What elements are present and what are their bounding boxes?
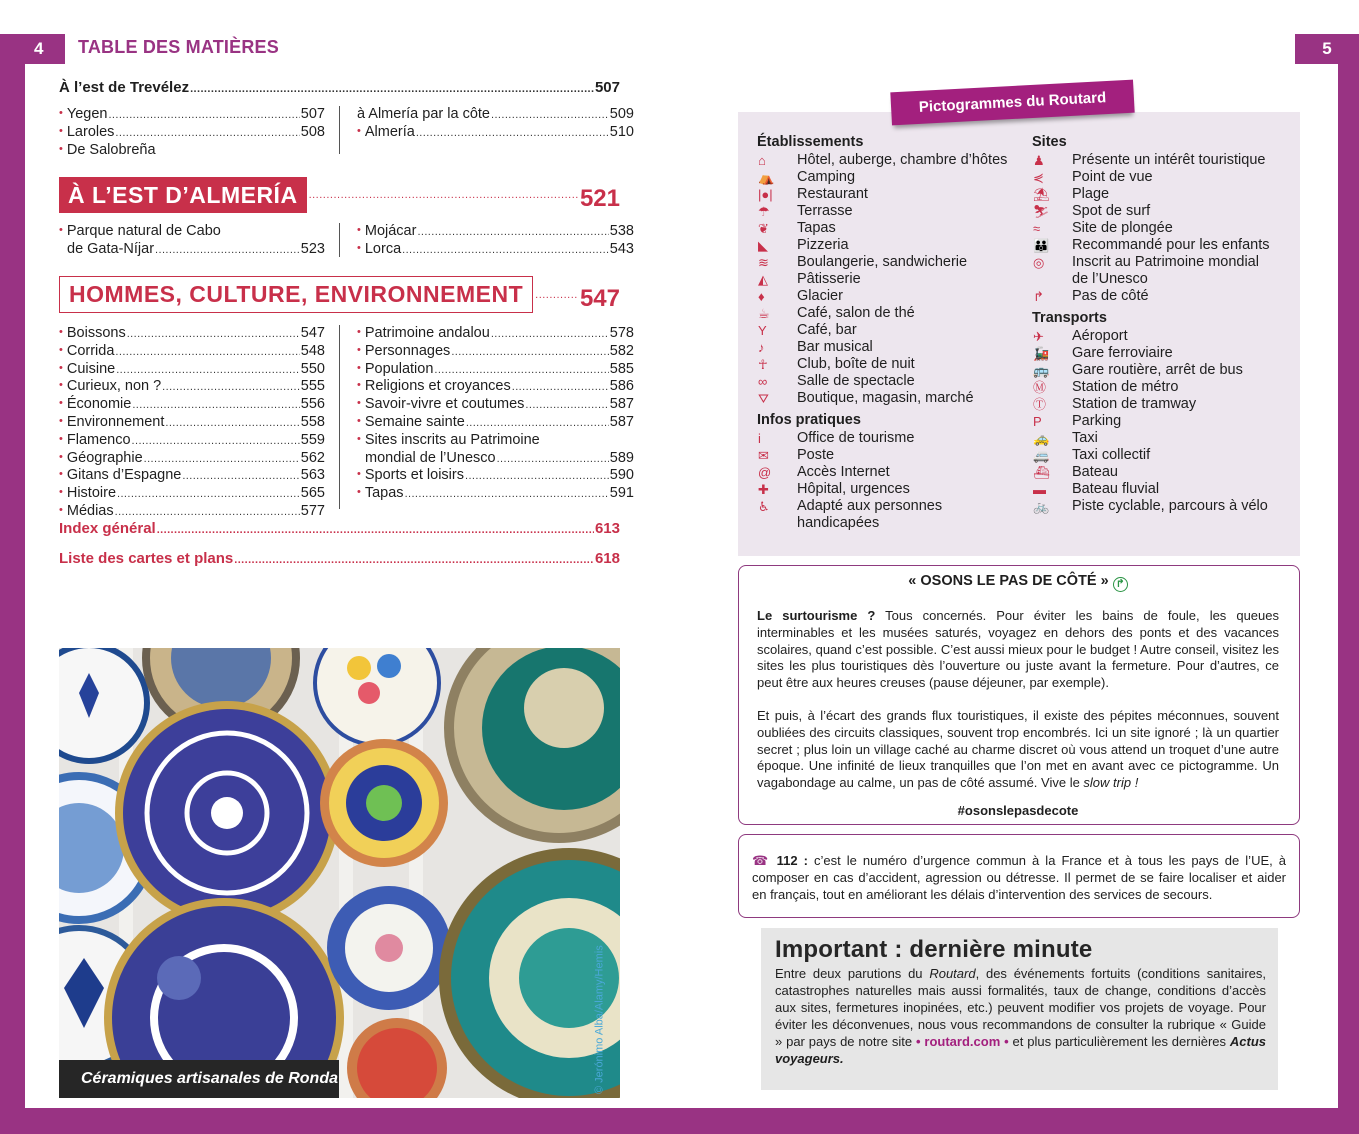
toc-item[interactable]: • De Salobreña — [59, 141, 156, 158]
leader-dots — [309, 185, 578, 207]
bullet-icon: • — [357, 486, 361, 499]
pictogram-item: 👪 Recommandé pour les enfants — [1033, 237, 1270, 253]
toc-item[interactable]: • Économie ..... 556 — [59, 396, 325, 414]
ceramics-photo — [59, 648, 620, 1098]
toc-subsection-hommes — [59, 325, 634, 521]
pictogram-item-continued: de l’Unesco — [1072, 271, 1148, 287]
airplane-icon: ✈ — [1033, 329, 1044, 344]
pictogram-item: ≋ Boulangerie, sandwicherie — [758, 254, 968, 270]
page-edge-left — [0, 34, 25, 1134]
toc-item[interactable]: • Cuisine ..... 550 — [59, 361, 325, 379]
pictogram-item: 🚲 Piste cyclable, parcours à vélo — [1033, 498, 1268, 514]
pictogram-item: ∞ Salle de spectacle — [758, 373, 915, 389]
pictogram-item: |●| Restaurant — [758, 186, 868, 202]
toc-item[interactable]: • Gitans d’Espagne ..... 563 — [59, 467, 325, 485]
leader-dots — [535, 285, 578, 307]
photo-credit: © Jerónimo Alba/Alamy/Hemis — [594, 945, 606, 1094]
pictogram-heading: Transports — [1032, 310, 1107, 326]
bullet-icon: • — [59, 107, 63, 119]
dancer-icon: ☥ — [758, 357, 768, 372]
toc-item[interactable]: • Sites inscrits au Patrimoine — [357, 431, 540, 448]
pictogram-column-right — [1032, 134, 1294, 515]
pictogram-item: Ⓜ Station de métro — [1033, 379, 1179, 395]
pictogram-item: @ Accès Internet — [758, 464, 890, 480]
bullet-icon: • — [59, 224, 63, 236]
toc-item[interactable]: • Flamenco ..... 559 — [59, 432, 325, 450]
toc-item[interactable]: • Histoire ..... 565 — [59, 485, 325, 503]
toc-subsection-almeria — [59, 223, 634, 259]
toc-subsection-trevelez — [59, 106, 634, 159]
photo-caption: Céramiques artisanales de Ronda — [59, 1060, 339, 1098]
toc-item-continued[interactable]: mondial de l’Unesco ..... 589 — [357, 450, 634, 468]
info-icon: i — [758, 431, 761, 446]
tram-icon: Ⓣ — [1033, 397, 1047, 412]
toc-item[interactable]: • Boissons ..... 547 — [59, 325, 325, 343]
river-boat-icon: ▬ — [1033, 482, 1046, 497]
pictogram-item: ⋞ Point de vue — [1033, 169, 1153, 185]
pictogram-item: Ⓣ Station de tramway — [1033, 396, 1197, 412]
bullet-icon: • — [357, 343, 361, 356]
toc-entry-trevelez[interactable] — [59, 80, 620, 98]
chapter-page: 521 — [579, 185, 620, 212]
pizzeria-icon: ◣ — [758, 238, 768, 253]
pictogram-item: 🚌 Gare routière, arrêt de bus — [1033, 362, 1243, 378]
diving-icon: ≈ — [1033, 221, 1041, 236]
pictogram-item: ♦ Glacier — [758, 288, 843, 304]
ice-cream-icon: ♦ — [758, 289, 765, 304]
bullet-icon: • — [357, 326, 361, 338]
pictogram-heading: Sites — [1032, 134, 1067, 150]
toc-page: 507 — [594, 79, 620, 96]
toc-item[interactable]: • Personnages ..... 582 — [357, 343, 634, 361]
parking-icon: P — [1033, 414, 1042, 429]
toc-item[interactable]: • Patrimoine andalou ..... 578 — [357, 325, 634, 343]
side-step-icon: ↱ — [1033, 289, 1044, 304]
page-number-right: 5 — [1295, 34, 1359, 64]
pictogram-item: 🚐 Taxi collectif — [1033, 447, 1151, 463]
toc-item-continued[interactable]: de Gata-Níjar ..... 523 — [59, 241, 325, 259]
important-title: Important : dernière minute — [775, 936, 1093, 963]
pictogram-item: ⛺ Camping — [758, 169, 856, 185]
pictogram-item: ♿ Adapté aux personnes — [758, 498, 943, 514]
osons-paragraph-2: Et puis, à l’écart des grands flux touristiques, il existe des pépites méconnues, souvent oubliées des circuits classiques, souvent trop encombrés. Ici un site ignoré ; là un quartier secret ; plus loin un village caché au charme discret où vous attend un troquet d’une autre époque. Une infinité de lieux tranquilles que l’on met en avant avec ce pictogramme. Un vagabondage au calme, un pas de côté assumé. Vive le slow trip ! — [757, 707, 1279, 791]
children-icon: 👪 — [1033, 238, 1050, 253]
bullet-icon: • — [59, 486, 63, 499]
pictogram-item: i Office de tourisme — [758, 430, 915, 446]
bullet-icon: • — [59, 414, 63, 427]
music-note-icon: ♪ — [758, 340, 765, 355]
chapter-almeria[interactable] — [59, 177, 620, 213]
bullet-icon: • — [357, 468, 361, 481]
envelope-icon: ✉ — [758, 448, 769, 463]
toc-item[interactable]: à Almería par la côte ..... 509 — [357, 106, 634, 124]
pictogram-item: ▬ Bateau fluvial — [1033, 481, 1160, 497]
routard-link[interactable]: • routard.com • — [916, 1034, 1009, 1049]
toc-item[interactable]: • Laroles ..... 508 — [59, 124, 325, 142]
important-notice-box — [761, 928, 1278, 1090]
bullet-icon: • — [357, 379, 361, 392]
beach-icon: ⛱ — [1033, 187, 1050, 202]
toc-item[interactable]: • Savoir-vivre et coutumes ..... 587 — [357, 396, 634, 414]
chapter-page: 547 — [579, 285, 620, 312]
shared-taxi-icon: 🚐 — [1033, 448, 1050, 463]
page-edge-bottom — [0, 1108, 1359, 1134]
leader-dots — [190, 80, 594, 98]
toc-item[interactable]: • Lorca ..... 543 — [357, 241, 634, 259]
pictogram-item: ⛴ Bateau — [1033, 464, 1118, 480]
toc-item[interactable]: • Corrida ..... 548 — [59, 343, 325, 361]
pictogram-item: ◣ Pizzeria — [758, 237, 849, 253]
tourist-interest-icon: ♟ — [1033, 153, 1045, 168]
chapter-hommes[interactable] — [59, 276, 620, 313]
leader-dots — [234, 551, 594, 569]
emergency-number-box: ☎ 112 : c’est le numéro d’urgence commun à la France et à tous les pays de l’UE, à composer en cas d’accident, agression ou détresse. Il permet de se faire localiser et aider en français, tout en améliorant les délais d’intervention des services de secours. — [738, 834, 1300, 918]
tea-room-icon: ☕ — [758, 306, 770, 321]
pictogram-item-continued: handicapées — [797, 515, 880, 531]
bullet-icon: • — [59, 124, 63, 137]
toc-item[interactable]: • Médias ..... 577 — [59, 503, 325, 521]
page-title: TABLE DES MATIÈRES — [78, 37, 279, 57]
wine-glass-icon: Y — [758, 323, 767, 338]
bus-icon: 🚌 — [1033, 363, 1050, 378]
osons-paragraph-1: Le surtourisme ? Tous concernés. Pour éviter les bains de foule, les queues interminables et les musées saturés, voyagez en dehors des ponts et des vacances scolaires, quand c’est possible. C’est aussi mieux pour le budget ! Autre conseil, visitez les sites les plus touristiques dès l’ouverture ou juste avant la fermeture. Pour d’autres, ce peut être aux heures creuses (pause déjeuner, par exemple). — [757, 608, 1279, 691]
hospital-cross-icon: ✚ — [758, 482, 769, 497]
pictogram-item: ◭ Pâtisserie — [758, 271, 861, 287]
bullet-icon: • — [59, 432, 63, 445]
bullet-icon: • — [357, 361, 361, 374]
bullet-icon: • — [59, 379, 63, 392]
toc-item[interactable]: • Géographie ..... 562 — [59, 450, 325, 468]
restaurant-icon: |●| — [758, 187, 773, 202]
pictogram-legend-tag: Pictogrammes du Routard — [890, 80, 1134, 126]
telephone-icon: ☎ — [752, 853, 771, 868]
bakery-icon: ≋ — [758, 255, 769, 270]
pictogram-item: ✈ Aéroport — [1033, 328, 1128, 344]
taxi-icon: 🚕 — [1033, 431, 1050, 446]
pictogram-item: ⛛ Boutique, magasin, marché — [758, 390, 974, 406]
bullet-icon: • — [357, 414, 361, 427]
side-step-icon: ↱ — [1113, 577, 1128, 592]
pictogram-item: Y Café, bar — [758, 322, 857, 338]
bullet-icon: • — [357, 432, 361, 445]
wheelchair-icon: ♿ — [758, 499, 770, 514]
bullet-icon: • — [59, 450, 63, 463]
pictogram-item: ⌂ Hôtel, auberge, chambre d’hôtes — [758, 152, 1008, 168]
leader-dots — [157, 521, 594, 539]
bicycle-icon: 🚲 — [1033, 499, 1050, 514]
surf-icon: ⛷ — [1033, 204, 1050, 219]
pictogram-item: ⛱ Plage — [1033, 186, 1110, 202]
pictogram-item: ♟ Présente un intérêt touristique — [1033, 152, 1266, 168]
toc-item[interactable]: • Tapas ..... 591 — [357, 485, 634, 503]
page-number-left: 4 — [0, 34, 65, 64]
toc-entry-index[interactable]: Index général ..... 613 — [59, 521, 620, 539]
bullet-icon: • — [59, 326, 63, 338]
train-icon: 🚂 — [1033, 346, 1050, 361]
pictogram-column-left — [757, 134, 1027, 532]
bullet-icon: • — [59, 361, 63, 374]
toc-item[interactable]: • Environnement ..... 558 — [59, 414, 325, 432]
toc-item[interactable]: • Parque natural de Cabo — [59, 223, 221, 239]
metro-icon: Ⓜ — [1033, 380, 1047, 395]
boat-icon: ⛴ — [1033, 465, 1050, 480]
bullet-icon: • — [59, 468, 63, 481]
emergency-number: 112 : — [776, 853, 808, 868]
toc-item[interactable]: • Yegen ..... 507 — [59, 106, 325, 124]
toc-item[interactable]: • Curieux, non ? ..... 555 — [59, 378, 325, 396]
at-sign-icon: @ — [758, 465, 772, 480]
pictogram-item: ♪ Bar musical — [758, 339, 873, 355]
osons-le-pas-de-cote-box — [738, 565, 1300, 825]
toc-entry-maps[interactable]: Liste des cartes et plans ..... 618 — [59, 551, 620, 569]
camping-icon: ⛺ — [758, 170, 775, 185]
pictogram-heading: Établissements — [757, 134, 864, 150]
pictogram-item: ❦ Tapas — [758, 220, 836, 236]
bullet-icon: • — [59, 343, 63, 356]
terrace-icon: ☂ — [758, 204, 770, 219]
bullet-icon: • — [59, 503, 63, 516]
toc-item[interactable]: • Population ..... 585 — [357, 361, 634, 379]
important-text: Entre deux parutions du Routard, des événements fortuits (conditions sanitaires, catastrophes naturelles mais aussi formalités, taux de change, conditions d’accès aux sites, fermetures inopinées, etc.) peuvent modifier vos projets de voyage. Pour éviter les déconvenues, nous vous recommandons de consulter la rubrique « Guide » par pays de notre site • routard.com • et plus particulièrement les dernières Actus voyageurs. — [775, 966, 1266, 1066]
bullet-icon: • — [357, 124, 361, 137]
pictogram-item: ☥ Club, boîte de nuit — [758, 356, 915, 372]
toc-item[interactable]: • Almería ..... 510 — [357, 124, 634, 142]
toc-label: À l’est de Trevélez — [59, 79, 190, 96]
pictogram-item: ☕ Café, salon de thé — [758, 305, 915, 321]
chapter-title: À L’EST D’ALMERÍA — [59, 177, 307, 213]
basket-icon: ⛛ — [758, 391, 769, 406]
ceramic-plates-illustration — [59, 648, 620, 1098]
theatre-glasses-icon: ∞ — [758, 374, 768, 389]
pictogram-item: ✉ Poste — [758, 447, 835, 463]
toc-item[interactable]: • Semaine sainte ..... 587 — [357, 414, 634, 432]
toc-item[interactable]: • Sports et loisirs ..... 590 — [357, 467, 634, 485]
tapas-icon: ❦ — [758, 221, 769, 236]
toc-item[interactable]: • Mojácar ..... 538 — [357, 223, 634, 241]
pastry-icon: ◭ — [758, 272, 768, 287]
pictogram-item: ⛷ Spot de surf — [1033, 203, 1151, 219]
pictogram-heading: Infos pratiques — [757, 412, 861, 428]
viewpoint-icon: ⋞ — [1033, 170, 1044, 185]
pictogram-item: ☂ Terrasse — [758, 203, 853, 219]
bullet-icon: • — [357, 241, 361, 254]
bullet-icon: • — [357, 224, 361, 236]
hashtag: #osonslepasdecote — [957, 802, 1079, 818]
page-edge-right — [1338, 34, 1359, 1134]
bullet-icon: • — [357, 397, 361, 410]
bullet-icon: • — [59, 142, 63, 155]
pictogram-item: P Parking — [1033, 413, 1122, 429]
pictogram-item: 🚕 Taxi — [1033, 430, 1098, 446]
chapter-title: HOMMES, CULTURE, ENVIRONNEMENT — [59, 276, 533, 313]
hotel-icon: ⌂ — [758, 153, 766, 168]
pictogram-item: ◎ Inscrit au Patrimoine mondial — [1033, 254, 1259, 270]
osons-title: « OSONS LE PAS DE CÔTÉ » ↱ — [757, 572, 1279, 592]
pictogram-item: 🚂 Gare ferroviaire — [1033, 345, 1173, 361]
pictogram-item: ✚ Hôpital, urgences — [758, 481, 910, 497]
toc-item[interactable]: • Religions et croyances ..... 586 — [357, 378, 634, 396]
pictogram-item: ↱ Pas de côté — [1033, 288, 1149, 304]
bullet-icon: • — [59, 397, 63, 410]
pictogram-item: ≈ Site de plongée — [1033, 220, 1173, 236]
unesco-icon: ◎ — [1033, 255, 1045, 270]
